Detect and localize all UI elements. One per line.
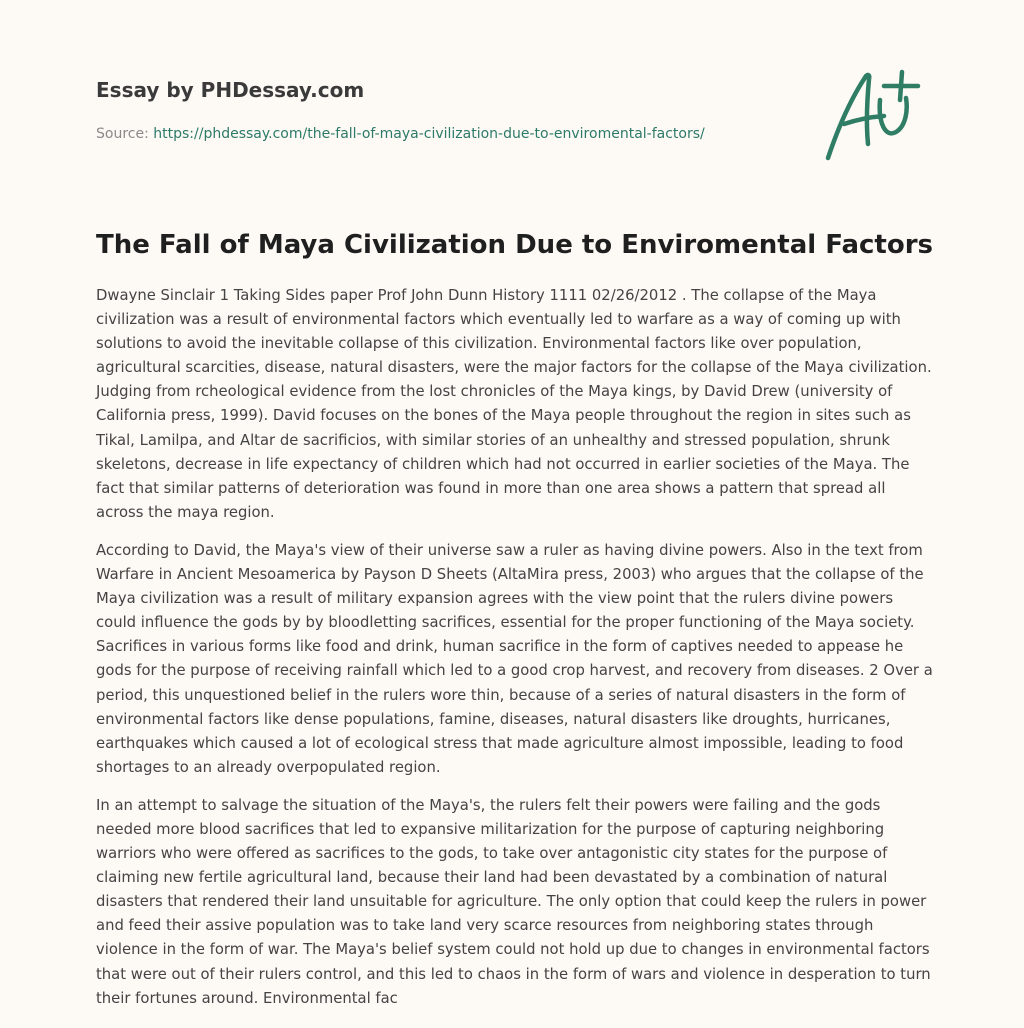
site-header [96, 76, 796, 144]
essay-body [96, 284, 934, 1025]
a-plus-grade-icon [820, 66, 930, 166]
source-link[interactable]: https://phdessay.com/the-fall-of-maya-civilization-due-to-enviromental-factors/ [153, 126, 705, 142]
essay-paragraph: According to David, the Maya's view of their universe saw a ruler as having divine powers. Also in the text from Warfare in Ancient Mesoamerica by Payson D Sheets (AltaMira press, 2003) who argues that the collapse of the Maya civilization was a result of military expansion agrees with the view point that the rulers divine powers could influence the gods by by bloodletting sacrifices, essential for the proper functioning of the Maya society. Sacrifices in various forms like food and drink, human sacrifice in the form of captives needed to appease he gods for the purpose of receiving rainfall which led to a good crop harvest, and recovery from diseases. 2 Over a period, this unquestioned belief in the rulers wore thin, because of a series of natural disasters in the form of environmental factors like dense populations, famine, diseases, natural disasters like droughts, hurricanes, earthquakes which caused a lot of ecological stress that made agriculture almost impossible, leading to food shortages to an already overpopulated region. [96, 541, 933, 776]
source-label: Source: [96, 126, 149, 142]
source-line [96, 124, 796, 144]
brand-title: Essay by PHDessay.com [96, 78, 365, 102]
essay-paragraph: In an attempt to salvage the situation of the Maya's, the rulers felt their powers were failing and the gods needed more blood sacrifices that led to expansive militarization for the purpose of capturing neighboring warriors who were offered as sacrifices to the gods, to take over antagonistic city states for the purpose of claiming new fertile agricultural land, because their land had been devastated by a combination of natural disasters that rendered their land unsuitable for agriculture. The only option that could keep the rulers in power and feed their assive population was to take land very scarce resources from neighboring states through violence in the form of war. The Maya's belief system could not hold up due to changes in environmental factors that were out of their rulers control, and this led to chaos in the form of wars and violence in desperation to turn their fortunes around. Environmental fac [96, 796, 931, 1007]
essay-paragraph: Dwayne Sinclair 1 Taking Sides paper Prof John Dunn History 1111 02/26/2012 . The collapse of the Maya civilization was a result of environmental factors which eventually led to warfare as a way of coming up with solutions to avoid the inevitable collapse of this civilization. Environmental factors like over population, agricultural scarcities, disease, natural disasters, were the major factors for the collapse of the Maya civilization. Judging from rcheological evidence from the lost chronicles of the Maya kings, by David Drew (university of California press, 1999). David focuses on the bones of the Maya people throughout the region in sites such as Tikal, Lamilpa, and Altar de sacrificios, with similar stories of an unhealthy and stressed population, shrunk skeletons, decrease in life expectancy of children which had not occurred in earlier societies of the Maya. The fact that similar patterns of deterioration was found in more than one area shows a pattern that spread all across the maya region. [96, 287, 932, 521]
essay-title: The Fall of Maya Civilization Due to Enviromental Factors [96, 230, 933, 260]
